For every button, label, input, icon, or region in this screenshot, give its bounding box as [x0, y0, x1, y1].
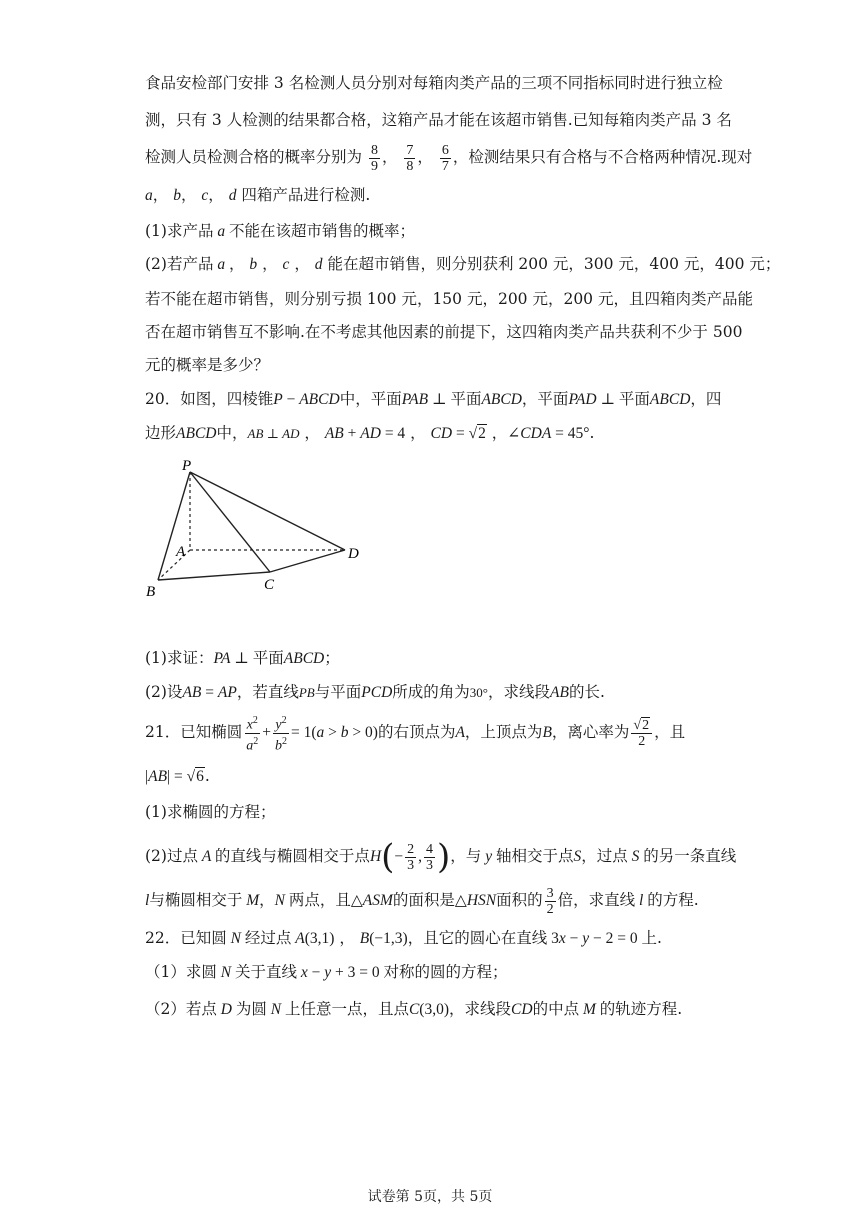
- q19-intro-line-3: 检测人员检测合格的概率分别为 $\frac{8}{9}$ ， $\frac{7}{8}$ ， $\frac{6}{7}$ ，检测结果只有合格与不合格两种情况.现对: [145, 142, 753, 174]
- prob-fraction-3: $\frac{6}{7}$: [441, 142, 449, 174]
- label-A: A: [176, 544, 186, 560]
- q21-part-1: (1)求椭圆的方程；: [145, 803, 276, 821]
- q19-part-2-line-2: 若不能在超市销售，则分别亏损 100 元，150 元，200 元，200 元，且四箱肉类产品能: [145, 290, 753, 308]
- q21-line-2: |AB| = √6.: [145, 767, 210, 785]
- q19-part-2-line-1: (2)若产品 a ， b ， c ， d 能在超市销售，则分别获利 200 元，300 元，400 元，400 元；: [145, 255, 781, 273]
- q22-part-2: （2）若点 D 为圆 N 上任意一点，且点C(3,0)，求线段CD的中点 M 的轨迹方程.: [145, 1000, 683, 1018]
- q21-line-1: 21．已知椭圆 $\frac{x^2}{a^2}$ + $\frac{y^2}{b^2}$ = 1(a > b > 0)的右顶点为A，上顶点为B，离心率为 $\frac{√2}{2}$ ，且: [145, 714, 686, 754]
- q21-part-2-line-1: (2)过点 A 的直线与椭圆相交于点H(− $\frac{2}{3}$ , $\frac{4}{3}$ )，与 y 轴相交于点S，过点 S 的另一条直线: [145, 837, 737, 877]
- page-footer: 试卷第 5页，共 5页: [367, 1189, 493, 1205]
- prob-fraction-2: $\frac{7}{8}$: [406, 142, 414, 174]
- q19-part-2-line-3: 否在超市销售互不影响.在不考虑其他因素的前提下，这四箱肉类产品共获利不少于 500: [145, 323, 743, 341]
- q19-part-2-line-4: 元的概率是多少？: [145, 356, 270, 374]
- q22-line-1: 22．已知圆 N 经过点 A(3,1) ， B(−1,3)，且它的圆心在直线 3x − y − 2 = 0 上.: [145, 929, 662, 947]
- q20-part-2: (2)设AB = AP，若直线PB与平面PCD所成的角为30°，求线段AB的长.: [145, 683, 605, 701]
- q20-line-2: 边形ABCD中，AB ⊥ AD ， AB + AD = 4 ， CD = √2 ，∠CDA = 45°.: [145, 424, 595, 442]
- q19-intro-line-1: 食品安检部门安排 3 名检测人员分别对每箱肉类产品的三项不同指标同时进行独立检: [145, 74, 723, 92]
- label-B: B: [146, 584, 156, 600]
- edge-PC: [190, 472, 270, 572]
- q19-intro-line-4: a， b， c， d 四箱产品进行检测.: [145, 186, 371, 204]
- q21-part-2-line-2: l与椭圆相交于 M，N 两点，且△ASM的面积是△HSN面积的 $\frac{3}{2}$ 倍，求直线 l 的方程.: [145, 885, 699, 917]
- edge-CD: [270, 550, 345, 572]
- q22-part-1: （1）求圆 N 关于直线 x − y + 3 = 0 对称的圆的方程；: [145, 963, 508, 981]
- edge-PD: [190, 472, 345, 550]
- edge-BC: [158, 572, 270, 580]
- q19-intro-line-2: 测，只有 3 人检测的结果都合格，这箱产品才能在该超市销售.已知每箱肉类产品 3 名: [145, 111, 732, 129]
- q20-line-1: 20．如图，四棱锥P − ABCD中，平面PAB ⊥ 平面ABCD，平面PAD ⊥ 平面ABCD，四: [145, 390, 722, 408]
- pyramid-figure: [140, 452, 380, 602]
- edge-PB: [158, 472, 190, 580]
- prob-fraction-1: $\frac{8}{9}$: [370, 142, 378, 174]
- q20-part-1: (1)求证：PA ⊥ 平面ABCD；: [145, 649, 340, 667]
- label-C: C: [264, 577, 275, 593]
- label-D: D: [348, 546, 359, 562]
- label-P: P: [182, 458, 192, 474]
- q19-part-1: (1)求产品 a 不能在该超市销售的概率；: [145, 222, 415, 240]
